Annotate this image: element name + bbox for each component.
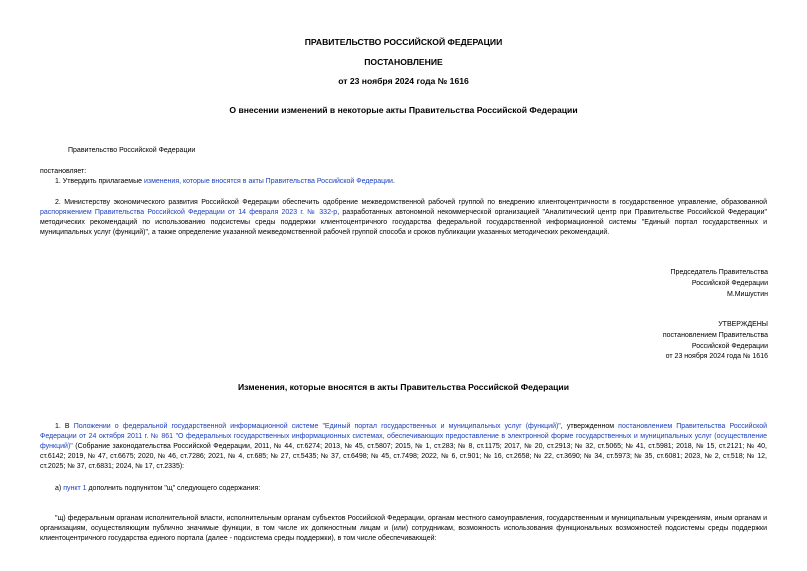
order-332-link[interactable]: распоряжением Правительства Российской Федерации от 14 февраля 2023 г. № 332-р — [40, 209, 338, 216]
paragraph-2-rest: , разработанных автономной некоммерческой организацией "Аналитический центр при Правительстве Российской Федерации" методических рекомендаций по использованию подсистемы среды поддержки клиентоцентричного государства федеральной государственной информационной системы "Единый портал государственных и муниципальных услуг (функций)", а также определение указанной межведомственной рабочей группой способа и сроков публикации указанных методических рекомендаций. — [40, 209, 767, 236]
approved-line-2: постановлением Правительства — [662, 332, 768, 339]
change-item-1-rest: (Собрание законодательства Российской Федерации, 2011, № 44, ст.6274; 2013, № 45, ст.5807; 2015, № 1, ст.283; № 8, ст.1175; 2017, № 20, ст.2913; № 32, ст.5065; № 41, ст.5981; 2018, № 15, ст.2121; № 40, ст.6142; 2019, № 47, ст.6675; 2020, № 46, ст.7286; 2021, № 4, ст.685; № 27, ст.5435; № 37, ст.6498; № 45, ст.7498; 2022, № 6, ст.901; № 16, ст.2658; № 22, ст.3690; № 34, ст.5973; № 35, ст.6081; 2023, № 2, ст.518; № 12, ст.2025; № 37, ст.6831; 2024, № 17, ст.2335): — [40, 443, 767, 470]
paragraph-1-suffix: . — [392, 178, 395, 185]
subitem-a-prefix: а) — [55, 485, 62, 492]
resolves: постановляет: — [40, 168, 87, 175]
change-item-1-start: 1. В — [55, 423, 70, 430]
government-heading: ПРАВИТЕЛЬСТВО РОССИЙСКОЙ ФЕДЕРАЦИИ — [304, 37, 503, 47]
paragraph-1 — [55, 177, 395, 187]
signature-name: М.Мишустин — [726, 291, 768, 298]
resolution-861-link[interactable]: постановлением Правительства Российской Федерации от 24 октября 2011 г. № 861 "О федеральных государственных информационных системах, обеспечивающих предоставление в электронной форме государственных и муниципальных услуг (осуществление функций)" — [40, 423, 768, 450]
approved-line-4: от 23 ноября 2024 года № 1616 — [665, 353, 768, 360]
paragraph-2-start: 2. Министерству экономического развития Российской Федерации обеспечить одобрение межведомственной рабочей группой по внедрению клиентоцентричности в государственное управление, образованной — [55, 199, 767, 206]
document-date: от 23 ноября 2024 года № 1616 — [338, 76, 469, 86]
change-item-1 — [40, 422, 767, 472]
quoted-subitem: "щ) федеральным органам исполнительной власти, исполнительным органам субъектов Российской Федерации, органам местного самоуправления, государственным и муниципальным учреждениям, иным органам и организациям, осуществляющим публично значимые функции, в том числе их должностным лицам и (или) сотрудникам, возможность использования функциональных возможностей подсистемы среды поддержки клиентоцентричного государства единого портала (далее - подсистема среды поддержки), в том числе обеспечивающей: — [40, 515, 767, 542]
portal-regulation-link[interactable]: Положении о федеральной государственной информационной системе "Единый портал государственных и муниципальных услуг (функций)" — [73, 423, 561, 430]
changes-title: Изменения, которые вносятся в акты Правительства Российской Федерации — [237, 382, 569, 392]
changes-link[interactable]: изменения, которые вносятся в акты Правительства Российской Федерации — [143, 178, 393, 185]
point-1-link[interactable]: пункт 1 — [63, 485, 87, 492]
paragraph-2 — [40, 198, 767, 238]
change-item-1-mid: , утвержденном — [560, 423, 615, 430]
approved-label: УТВЕРЖДЕНЫ — [718, 321, 768, 328]
signature-country: Российской Федерации — [691, 280, 768, 287]
subitem-a-rest: дополнить подпунктом "щ" следующего содержания: — [86, 485, 261, 492]
document-type: ПОСТАНОВЛЕНИЕ — [364, 57, 443, 67]
document-subject: О внесении изменений в некоторые акты Правительства Российской Федерации — [229, 105, 578, 115]
subitem-a — [55, 484, 260, 494]
paragraph-1-prefix: 1. Утвердить прилагаемые — [55, 178, 142, 185]
approved-line-3: Российской Федерации — [691, 343, 768, 350]
signature-title: Председатель Правительства — [670, 269, 768, 276]
issuer: Правительство Российской Федерации — [68, 147, 196, 154]
